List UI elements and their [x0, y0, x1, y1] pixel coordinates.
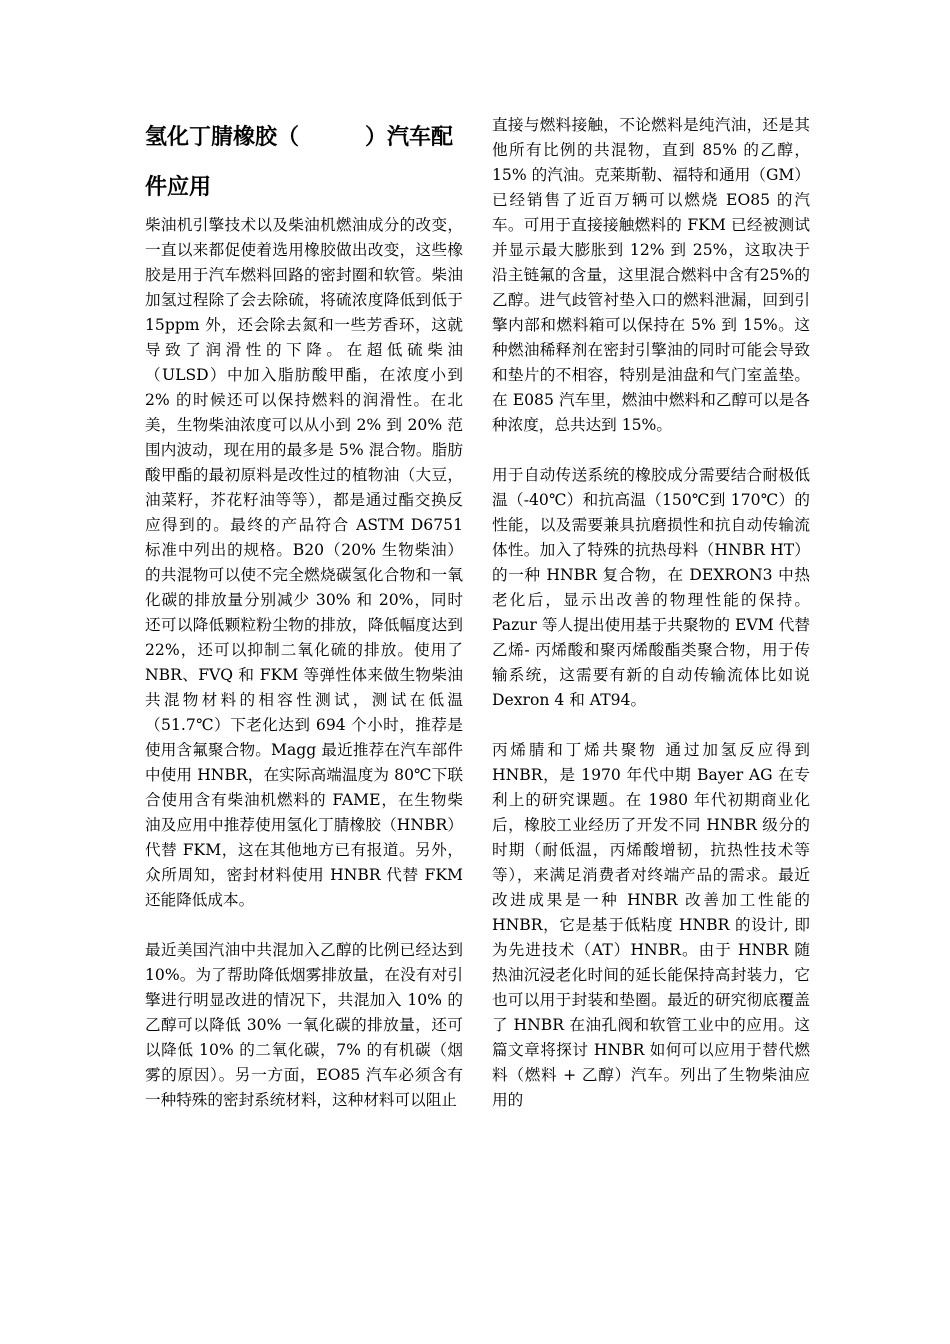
- article-title: 氢化丁腈橡胶（ ）汽车配件应用: [145, 125, 454, 200]
- paragraph-hnbr-history: 丙烯腈和丁烯共聚物 通过加氢反应得到 HNBR，是 1970 年代中期 Bayer AG 在专利上的研究课题。在 1980 年代初期商业化后，橡胶工业经历了开发不同 HNBR 级分的时期（耐低温，丙烯酸增韧，抗热性技术等等），来满足消费者对终端产品的需求。最近改进成果是一种 HNBR 改善加工性能的 HNBR，它是基于低粘度 HNBR 的设计, 即为先进技术（AT）HNBR。由于 HNBR 随热油沉浸老化时间的延长能保持高封装力，它也可以用于封装和垫圈。最近的研究彻底覆盖了 HNBR 在油孔阀和软管工业中的应用。这篇文章将探讨 HNBR 如何可以应用于替代燃料（燃料 + 乙醇）汽车。列出了生物柴油应用的: [492, 741, 810, 1109]
- paragraph-ethanol: 最近美国汽油中共混加入乙醇的比例已经达到10%。为了帮助降低烟雾排放量，在没有对引擎进行明显改进的情况下，共混加入 10% 的乙醇可以降低 30% 一氧化碳的排放量，还可以降低 10% 的二氧化碳，7% 的有机碳（烟雾的原因）。另一方面，EO85 汽车必须含有一种特殊的密封系统材料，这种材料可以阻止: [145, 941, 463, 1109]
- paragraph-biodiesel: 柴油机引擎技术以及柴油机燃油成分的改变，一直以来都促使着选用橡胶做出改变，这些橡胶是用于汽车燃料回路的密封圈和软管。柴油加氢过程除了会去除硫，将硫浓度降低到低于 15ppm 外，还会除去氮和一些芳香环，这就导致了润滑性的下降。在超低硫柴油（ULSD）中加入脂肪酸甲酯，在浓度小到 2% 的时候还可以保持燃料的润滑性。在北美，生物柴油浓度可以从小到 2% 到 20% 范围内波动，现在用的最多是 5% 混合物。脂肪酸甲酯的最初原料是改性过的植物油（大豆，油菜籽，芥花籽油等等），都是通过酯交换反应得到的。最终的产品符合 ASTM D6751 标准中列出的规格。B20（20% 生物柴油）的共混物可以使不完全燃烧碳氢化合物和一氧化碳的排放量分别减少 30% 和 20%，同时还可以降低颗粒粉尘物的排放，降低幅度达到 22%，还可以抑制二氧化硫的排放。使用了 NBR、FVQ 和 FKM 等弹性体来做生物柴油共混物材料的相容性测试，测试在低温（51.7℃）下老化达到 694 个小时，推荐是使用含氟聚合物。Magg 最近推荐在汽车部件中使用 HNBR，在实际高端温度为 80℃下联合使用含有柴油机燃料的 FAME，在生物柴油及应用中推荐使用氢化丁腈橡胶（HNBR）代替 FKM，这在其他地方已有报道。另外，众所周知，密封材料使用 HNBR 代替 FKM 还能降低成本。: [145, 216, 463, 909]
- paragraph-transmission: 用于自动传送系统的橡胶成分需要结合耐极低温（-40℃）和抗高温（150℃到 170℃）的性能，以及需要兼具抗磨损性和抗自动传输流体性。加入了特殊的抗热母料（HNBR HT） 的一种 HNBR 复合物，在 DEXRON3 中热老化后，显示出改善的物理性能的保持。Pazur 等人提出使用基于共聚物的 EVM 代替乙烯- 丙烯酸和聚丙烯酸酯类聚合物，用于传输系统，这需要有新的自动传输流体比如说 Dexron 4 和 AT94。: [492, 466, 810, 709]
- right-column: [492, 113, 810, 1138]
- paragraph-fuel-contact: 直接与燃料接触，不论燃料是纯汽油，还是其他所有比例的共混物，直到 85% 的乙醇，15% 的汽油。克莱斯勒、福特和通用（GM）已经销售了近百万辆可以燃烧 EO85 的汽车。可用于直接接触燃料的 FKM 已经被测试并显示最大膨胀到 12% 到 25%，这取决于沿主链氟的含量，这里混合燃料中含有25%的乙醇。进气歧管衬垫入口的燃料泄漏，回到引擎内部和燃料箱可以保持在 5% 到 15%。这种燃油稀释剂在密封引擎油的同时可能会导致和垫片的不相容，特别是油盘和气门室盖垫。在 E085 汽车里，燃油中燃料和乙醇可以是各种浓度，总共达到 15%。: [492, 116, 810, 434]
- left-column: [145, 213, 463, 1138]
